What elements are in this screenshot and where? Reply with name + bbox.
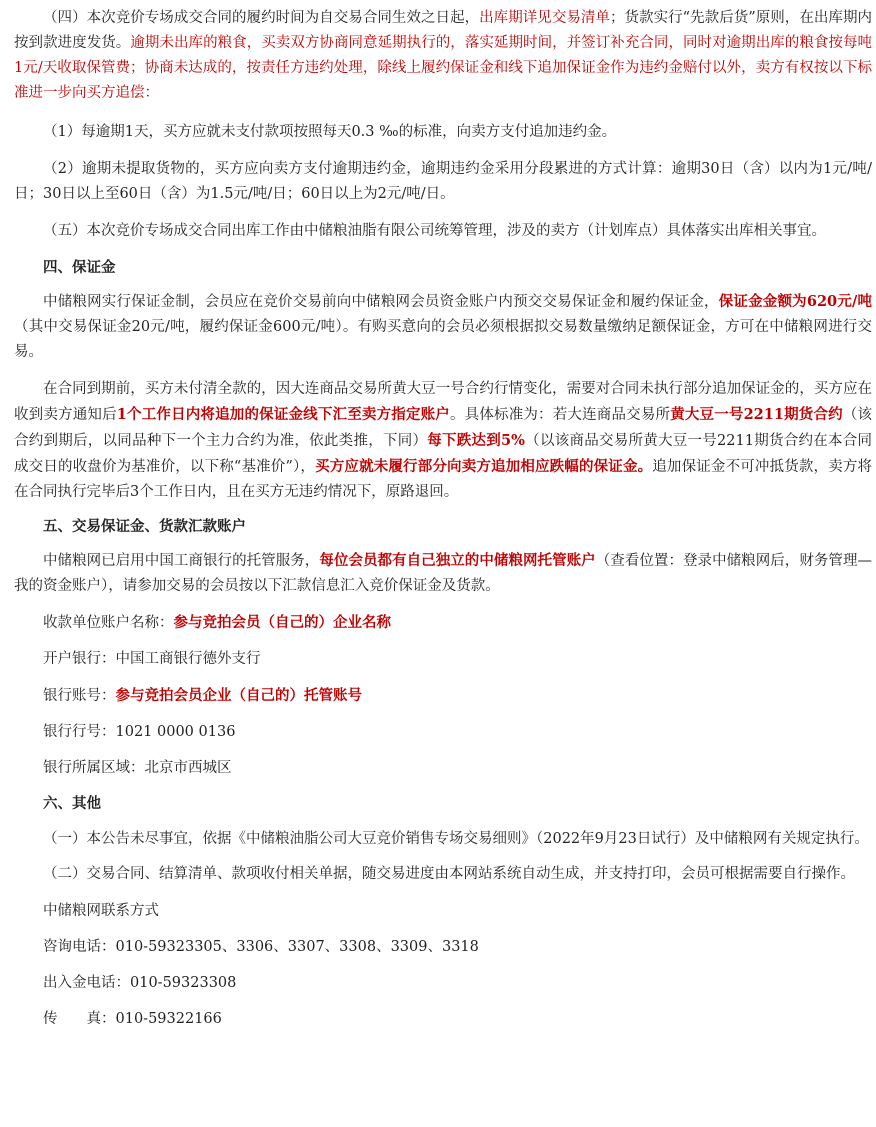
penalty-item-1: （1）每逾期1天，买方应就未支付款项按照每天0.3 ‰的标准，向卖方支付追加违约金。 [43,124,617,140]
refund-text: 追加保证金不可冲抵货款，卖方将在合同执行完毕后3个工作日内，且在买方无违约情况下，原路退回。 [14,459,873,500]
standard-text: 。具体标准为：若大连商品交易所 [449,407,671,423]
fulfillment-text: （四）本次竞价专场成交合同的履约时间为自交易合同生效之日起， [43,10,480,26]
deposit-amount-highlight: 保证金金额为620元/吨 [718,293,873,310]
payee-name-row [14,610,872,636]
consult-phone-row [14,935,872,960]
additional-deposit-paragraph [14,377,872,505]
bank-code-label: 银行行号： [43,724,116,740]
account-number-label: 银行账号： [43,688,116,704]
custody-paragraph [14,548,872,599]
warehouse-management-paragraph: （五）本次竞价专场成交合同出库工作由中储粮油脂有限公司统筹管理，涉及的卖方（计划库点）具体落实出库相关事宜。 [43,223,826,239]
other-item-2: （二）交易合同、结算清单、款项收付相关单据，随交易进度由本网站系统自动生成，并支持打印，会员可根据需要自行操作。 [43,866,855,882]
bank-region-label: 银行所属区域： [43,760,145,776]
overdue-rule-text: 逾期未出库的粮食，买卖双方协商同意延期执行的，落实延期时间，并签订补充合同，同时对逾期出库的粮食按每吨1元/天收取保管费；协商未达成的，按责任方违约处理，除线上履约保证金和线下追加保证金作为违约金赔付以外，卖方有权按以下标准进一步向买方追偿： [14,35,873,101]
other-heading: 六、其他 [43,796,101,812]
bank-code-value: 1021 0000 0136 [115,724,236,740]
base-price-text: （以该商品交易所黄大豆一号2211期货合约在本合同成交日的收盘价为基准价，以下称“基准价”）， [14,433,873,475]
bank-value: 中国工商银行德外支行 [115,651,261,667]
other-item-1: （一）本公告未尽事宜，依据《中储粮油脂公司大豆竞价销售专场交易细则》（2022年9月23日试行）及中储粮网有关规定执行。 [43,831,869,847]
custody-location-text: （查看位置：登录中储粮网后，财务管理—我的资金账户），请参加交易的会员按以下汇款信息汇入竞价保证金及货款。 [14,553,873,594]
fulfillment-time-paragraph [14,6,872,106]
custody-account-highlight: 每位会员都有自己独立的中储粮网托管账户 [319,552,596,569]
bank-region-row [14,756,872,781]
contract-note-text: （该合约到期后，以同品种下一个主力合约为准，依此类推，下同） [14,407,873,449]
transfer-deadline-highlight: 1个工作日内将追加的保证金线下汇至卖方指定账户 [116,406,450,423]
account-number-value: 参与竞拍会员企业（自己的）托管账号 [115,687,362,704]
fax-value: 010-59322166 [115,1011,222,1027]
contact-title: 中储粮网联系方式 [43,903,159,919]
bank-row [14,647,872,672]
penalty-item-2: （2）逾期未提取货物的，买方应向卖方支付逾期违约金，逾期违约金采用分段累进的方式计算：逾期30日（含）以内为1元/吨/日；30日以上至60日（含）为1.5元/吨/日；60日以上为2元/吨/日。 [14,161,872,202]
deposit-heading: 四、保证金 [43,260,116,276]
fund-phone-value: 010-59323308 [130,975,237,991]
delivery-period-note: 出库期详见交易清单 [479,10,610,26]
consult-phone-label: 咨询电话： [43,939,116,955]
fund-phone-label: 出入金电话： [43,975,130,991]
futures-contract-highlight: 黄大豆一号2211期货合约 [670,406,843,423]
bank-region-value: 北京市西城区 [144,760,232,776]
consult-phone-value: 010-59323305、3306、3307、3308、3309、3318 [115,939,479,955]
deposit-text: 中储粮网实行保证金制，会员应在竞价交易前向中储粮网会员资金账户内预交交易保证金和履约保证金， [43,294,719,310]
account-heading: 五、交易保证金、货款汇款账户 [43,519,246,535]
custody-text: 中储粮网已启用中国工商银行的托管服务， [43,553,320,569]
payment-rule-text: ；货款实行“先款后货”原则，在出库期内按到款进度发货。 [14,10,872,51]
payee-name-label: 收款单位账户名称： [43,615,174,631]
deposit-breakdown-text: （其中交易保证金20元/吨，履约保证金600元/吨）。有购买意向的会员必须根据拟交易数量缴纳足额保证金，方可在中储粮网进行交易。 [14,319,872,360]
drop-threshold-highlight: 每下跌达到5% [427,432,525,449]
fax-label: 传 真： [43,1011,116,1027]
bank-code-row [14,720,872,745]
buyer-obligation-highlight: 买方应就未履行部分向卖方追加相应跌幅的保证金。 [315,458,653,475]
additional-deposit-text: 在合同到期前，买方未付清全款的，因大连商品交易所黄大豆一号合约行情变化，需要对合同未执行部分追加保证金的，买方应在收到卖方通知后 [14,381,872,423]
fax-row [14,1007,872,1032]
bank-label: 开户银行： [43,651,116,667]
deposit-paragraph [14,289,872,365]
payee-name-value: 参与竞拍会员（自己的）企业名称 [173,614,391,631]
fund-phone-row [14,971,872,996]
account-number-row [14,683,872,709]
